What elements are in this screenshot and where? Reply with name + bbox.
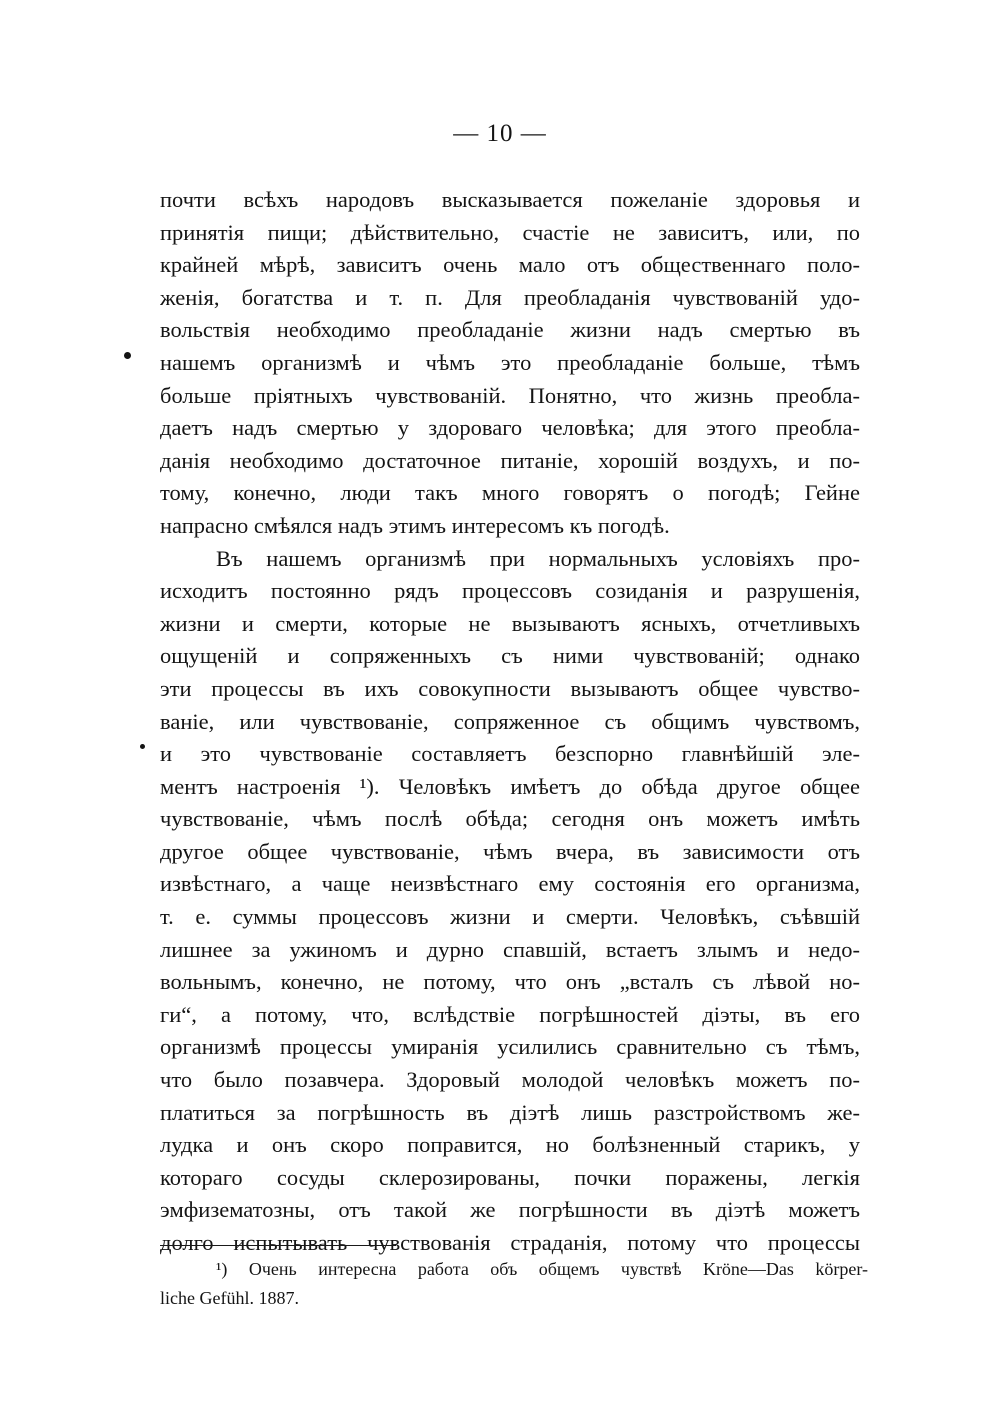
text-line: женія, богатства и т. п. Для преобладанія чувствованій удо- <box>160 284 860 310</box>
text-line: т. е. суммы процессовъ жизни и смерти. Человѣкъ, съѣвшій <box>160 904 860 930</box>
margin-dot-mark <box>140 744 145 749</box>
text-line: ощущеній и сопряженныхъ съ ними чувствованій; однако <box>160 643 860 669</box>
paragraph-start-line: Въ нашемъ организмѣ при нормальныхъ условіяхъ про- <box>216 545 860 571</box>
text-line: эмфизематозны, отъ такой же погрѣшности въ діэтѣ можетъ <box>160 1197 860 1223</box>
text-line: что было позавчера. Здоровый молодой человѣкъ можетъ по- <box>160 1067 860 1093</box>
text-line: даетъ надъ смертью у здороваго человѣка; для этого преобла- <box>160 415 860 441</box>
text-line: и это чувствованіе составляетъ безспорно главнѣйшій эле- <box>160 741 860 767</box>
text-line: организмѣ процессы умиранія усилились сравнительно съ тѣмъ, <box>160 1034 860 1060</box>
text-line: ваніе, или чувствованіе, сопряженное съ общимъ чувствомъ, <box>160 708 860 734</box>
footnote-line: ¹) Очень интересна работа объ общемъ чувствѣ Kröne—Das körper- <box>216 1259 868 1279</box>
body-text <box>160 184 860 1260</box>
text-line: вольнымъ, конечно, не потому, что онъ „всталъ съ лѣвой но- <box>160 969 860 995</box>
text-line: больше пріятныхъ чувствованій. Понятно, что жизнь преобла- <box>160 382 860 408</box>
text-line: жизни и смерти, которые не вызываютъ ясныхъ, отчетливыхъ <box>160 610 860 636</box>
text-line: почти всѣхъ народовъ высказывается пожеланіе здоровья и <box>160 187 860 212</box>
text-line: лудка и онъ скоро поправится, но болѣзненный старикъ, у <box>160 1132 860 1158</box>
text-line: долго испытывать чувствованія страданія, потому что процессы <box>160 1230 860 1255</box>
footnote-line: liche Gefühl. 1887. <box>160 1288 299 1308</box>
text-line: нашемъ организмѣ и чѣмъ это преобладаніе больше, тѣмъ <box>160 349 860 375</box>
text-line: чувствованіе, чѣмъ послѣ обѣда; сегодня онъ можетъ имѣть <box>160 806 860 832</box>
text-line: эти процессы въ ихъ совокупности вызываютъ общее чувство- <box>160 675 860 701</box>
text-line: крайней мѣрѣ, зависитъ очень мало отъ общественнаго поло- <box>160 252 860 278</box>
text-line: другое общее чувствованіе, чѣмъ вчера, въ зависимости отъ <box>160 838 860 864</box>
text-line: извѣстнаго, а чаще неизвѣстнаго ему состоянія его организма, <box>160 871 860 897</box>
text-line: ментъ настроенія ¹). Человѣкъ имѣетъ до обѣда другое общее <box>160 773 860 799</box>
footnote-divider <box>160 1245 396 1246</box>
text-line: тому, конечно, люди такъ много говорятъ о погодѣ; Гейне <box>160 480 860 506</box>
text-line: платиться за погрѣшность въ діэтѣ лишь разстройствомъ же- <box>160 1099 860 1125</box>
text-line: принятія пищи; дѣйствительно, счастіе не зависитъ, или, по <box>160 219 860 245</box>
text-line: данія необходимо достаточное питаніе, хорошій воздухъ, и по- <box>160 447 860 473</box>
text-line: лишнее за ужиномъ и дурно спавшій, встаетъ злымъ и недо- <box>160 936 860 962</box>
text-line: котораго сосуды склерозированы, почки поражены, легкія <box>160 1164 860 1190</box>
text-line: вольствія необходимо преобладаніе жизни надъ смертью въ <box>160 317 860 343</box>
page-number: — 10 — <box>453 120 547 147</box>
paragraph-end-line: напрасно смѣялся надъ этимъ интересомъ къ погодѣ. <box>160 512 670 538</box>
text-line: ги“, а потому, что, вслѣдствіе погрѣшностей діэты, въ его <box>160 1001 860 1027</box>
text-line: исходитъ постоянно рядъ процессовъ созиданія и разрушенія, <box>160 578 860 604</box>
margin-dot-mark <box>124 352 131 359</box>
footnote <box>160 1255 868 1313</box>
